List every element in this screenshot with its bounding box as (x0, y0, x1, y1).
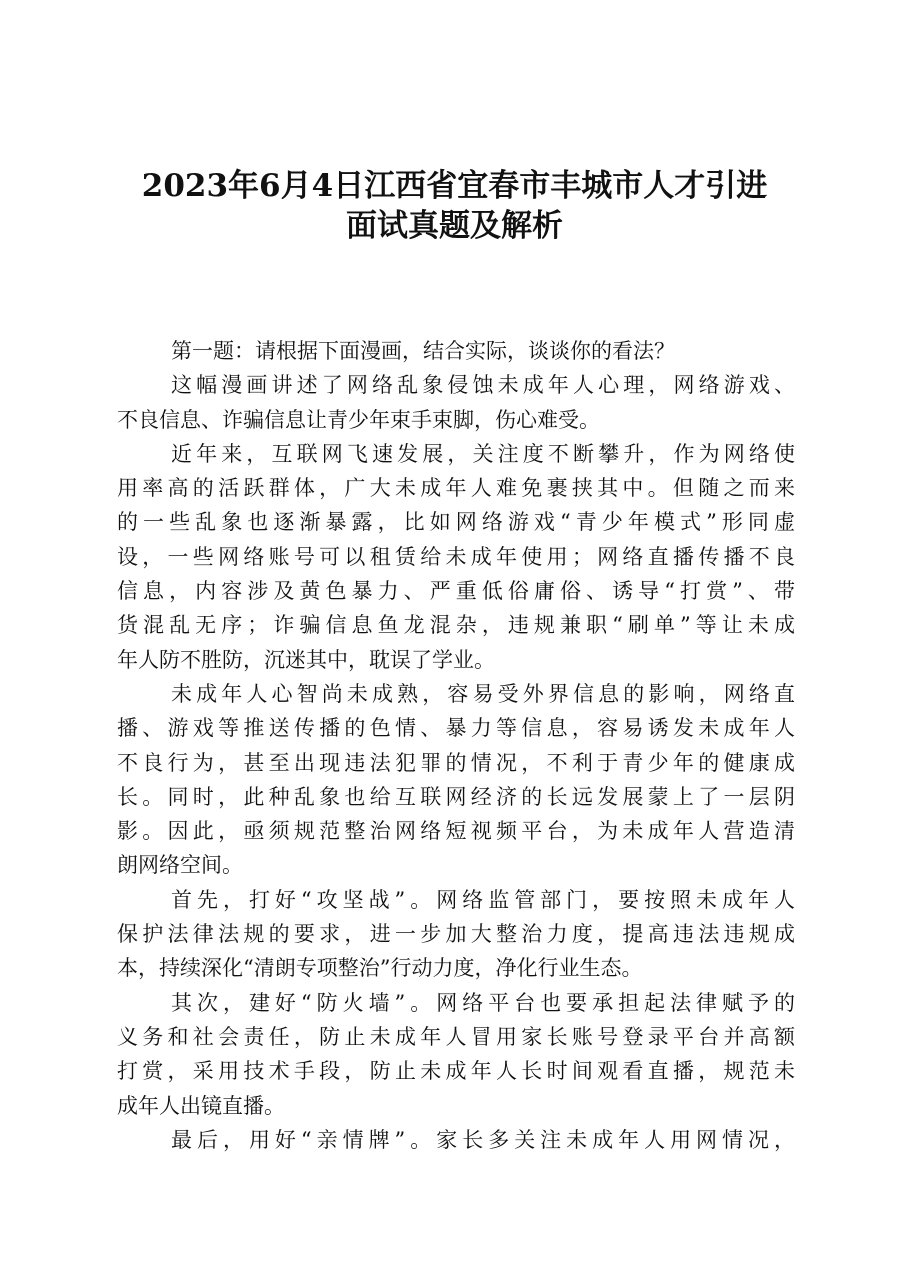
paragraph-line: 其次，建好“防火墙”。网络平台也要承担起法律赋予的 (171, 990, 795, 1015)
paragraph-line: 打赏，采用技术手段，防止未成年人长时间观看直播，规范未 (117, 1059, 795, 1084)
paragraph-line: 用率高的活跃群体，广大未成年人难免裹挟其中。但随之而来 (117, 476, 795, 501)
document-body (117, 334, 795, 1157)
paragraph-line: 义务和社会责任，防止未成年人冒用家长账号登录平台并高额 (117, 1024, 795, 1049)
paragraph-line: 年人防不胜防，沉迷其中，耽误了学业。 (117, 647, 495, 672)
document-title-line-2: 面试真题及解析 (346, 208, 563, 244)
paragraph-line: 长。同时，此种乱象也给互联网经济的长远发展蒙上了一层阴 (117, 784, 795, 809)
paragraph-line: 不良行为，甚至出现违法犯罪的情况，不利于青少年的健康成 (117, 750, 795, 775)
paragraph-line: 的一些乱象也逐渐暴露，比如网络游戏“青少年模式”形同虚 (117, 510, 795, 535)
paragraph-line: 播、游戏等推送传播的色情、暴力等信息，容易诱发未成年人 (117, 716, 795, 741)
paragraph-line: 不良信息、诈骗信息让青少年束手束脚，伤心难受。 (117, 407, 600, 432)
paragraph-line: 设，一些网络账号可以租赁给未成年使用；网络直播传播不良 (117, 544, 795, 569)
paragraph-line: 这幅漫画讲述了网络乱象侵蚀未成年人心理，网络游戏、 (171, 373, 795, 398)
paragraph-line: 影。因此，亟须规范整治网络短视频平台，为未成年人营造清 (117, 819, 795, 844)
paragraph-line: 朗网络空间。 (117, 853, 243, 878)
question-line: 第一题：请根据下面漫画，结合实际，谈谈你的看法？ (171, 339, 675, 363)
paragraph-line: 成年人出镜直播。 (117, 1093, 285, 1118)
paragraph-line: 最后，用好“亲情牌”。家长多关注未成年人用网情况， (171, 1127, 795, 1152)
paragraph-line: 近年来，互联网飞速发展，关注度不断攀升，作为网络使 (171, 441, 795, 466)
paragraph-line: 货混乱无序；诈骗信息鱼龙混杂，违规兼职“刷单”等让未成 (117, 613, 795, 638)
paragraph-line: 本，持续深化“清朗专项整治”行动力度，净化行业生态。 (117, 956, 643, 981)
paragraph-line: 保护法律法规的要求，进一步加大整治力度，提高违法违规成 (117, 922, 795, 947)
document-title-line-1: 2023年6月4日江西省宜春市丰城市人才引进 (141, 168, 768, 204)
paragraph-line: 未成年人心智尚未成熟，容易受外界信息的影响，网络直 (171, 681, 795, 706)
paragraph-line: 信息，内容涉及黄色暴力、严重低俗庸俗、诱导“打赏”、带 (117, 579, 795, 604)
paragraph-line: 首先，打好“攻坚战”。网络监管部门，要按照未成年人 (171, 887, 795, 912)
